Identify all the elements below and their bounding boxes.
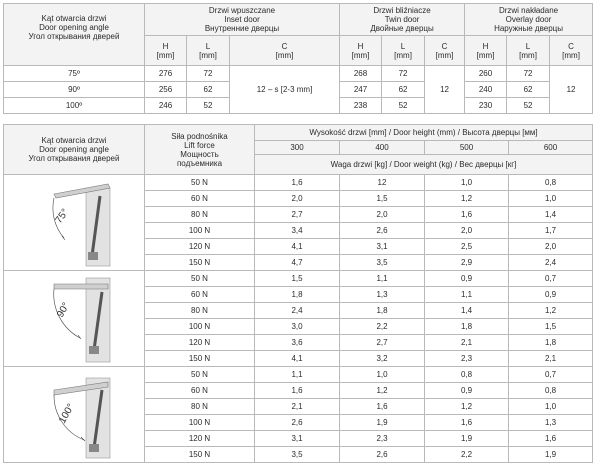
weight-cell: 1,0	[425, 175, 509, 191]
opening-angle-dimensions-table	[3, 3, 593, 114]
weight-cell: 3,2	[340, 351, 425, 367]
weight-cell: 1,5	[509, 319, 593, 335]
weight-cell: 1,6	[425, 207, 509, 223]
weight-cell: 2,6	[340, 447, 425, 463]
force-cell: 120 N	[145, 239, 255, 255]
lift-force-header: Siła podnośnika Lift force Мощность подъемника	[145, 125, 255, 175]
force-cell: 100 N	[145, 415, 255, 431]
weight-cell: 1,8	[340, 303, 425, 319]
twin-h-header: H [mm]	[340, 36, 382, 66]
inset-c-header: C [mm]	[230, 36, 340, 66]
value-cell: 52	[507, 98, 550, 114]
table-row	[4, 271, 593, 287]
value-cell: 72	[187, 66, 230, 82]
weight-cell: 1,0	[509, 399, 593, 415]
table-row	[4, 367, 593, 383]
inset-l-header: L [mm]	[187, 36, 230, 66]
lift-diagram-90-icon	[4, 272, 143, 366]
weight-cell: 0,9	[425, 271, 509, 287]
weight-cell: 3,5	[255, 447, 340, 463]
force-cell: 100 N	[145, 223, 255, 239]
value-cell: 72	[382, 66, 425, 82]
weight-cell: 0,7	[509, 367, 593, 383]
twin-l-header: L [mm]	[382, 36, 425, 66]
height-500: 500	[425, 141, 509, 155]
inset-h-header: H [mm]	[145, 36, 187, 66]
height-600: 600	[509, 141, 593, 155]
weight-cell: 3,1	[255, 431, 340, 447]
weight-cell: 4,1	[255, 239, 340, 255]
overlay-c-header: C [mm]	[550, 36, 593, 66]
lift-diagram-100-icon	[4, 368, 143, 462]
value-cell: 240	[465, 82, 507, 98]
weight-cell: 1,6	[509, 431, 593, 447]
weight-cell: 0,9	[509, 287, 593, 303]
value-cell: 256	[145, 82, 187, 98]
weight-cell: 1,7	[509, 223, 593, 239]
weight-cell: 2,4	[509, 255, 593, 271]
force-cell: 50 N	[145, 175, 255, 191]
weight-cell: 2,9	[425, 255, 509, 271]
weight-cell: 1,5	[255, 271, 340, 287]
weight-cell: 4,1	[255, 351, 340, 367]
diagram-90	[4, 271, 145, 367]
angle-label-100: 100°	[57, 401, 77, 425]
angle-label-75: 75°	[53, 206, 72, 226]
weight-cell: 2,4	[255, 303, 340, 319]
weight-cell: 1,0	[340, 367, 425, 383]
value-cell: 276	[145, 66, 187, 82]
weight-cell: 0,8	[509, 175, 593, 191]
force-cell: 80 N	[145, 303, 255, 319]
weight-cell: 0,8	[509, 383, 593, 399]
inset-c-value: 12 – s [2-3 mm]	[230, 66, 340, 114]
overlay-door-header: Drzwi nakładane Overlay door Наружные дверцы	[465, 4, 593, 36]
value-cell: 62	[382, 82, 425, 98]
force-cell: 60 N	[145, 191, 255, 207]
weight-cell: 2,1	[255, 399, 340, 415]
weight-cell: 3,1	[340, 239, 425, 255]
weight-cell: 3,5	[340, 255, 425, 271]
weight-cell: 2,5	[425, 239, 509, 255]
angle-cell: 90º	[4, 82, 145, 98]
force-cell: 100 N	[145, 319, 255, 335]
value-cell: 246	[145, 98, 187, 114]
table-row	[4, 66, 593, 82]
twin-door-header: Drzwi bliźniacze Twin door Двойные дверцы	[340, 4, 465, 36]
weight-cell: 1,2	[509, 303, 593, 319]
weight-cell: 0,9	[425, 383, 509, 399]
weight-cell: 1,1	[340, 271, 425, 287]
twin-c-value: 12	[425, 66, 465, 114]
weight-cell: 0,7	[509, 271, 593, 287]
weight-cell: 1,6	[340, 399, 425, 415]
force-cell: 150 N	[145, 447, 255, 463]
weight-cell: 1,6	[255, 383, 340, 399]
weight-cell: 2,0	[255, 191, 340, 207]
weight-cell: 12	[340, 175, 425, 191]
weight-cell: 1,9	[425, 431, 509, 447]
weight-cell: 3,0	[255, 319, 340, 335]
value-cell: 247	[340, 82, 382, 98]
weight-cell: 1,4	[425, 303, 509, 319]
weight-cell: 1,3	[340, 287, 425, 303]
value-cell: 52	[382, 98, 425, 114]
twin-c-header: C [mm]	[425, 36, 465, 66]
force-cell: 50 N	[145, 367, 255, 383]
weight-cell: 2,1	[425, 335, 509, 351]
weight-cell: 3,4	[255, 223, 340, 239]
overlay-h-header: H [mm]	[465, 36, 507, 66]
weight-cell: 2,7	[255, 207, 340, 223]
force-cell: 150 N	[145, 351, 255, 367]
lift-force-weight-table	[3, 124, 593, 463]
weight-cell: 1,4	[509, 207, 593, 223]
weight-cell: 2,0	[425, 223, 509, 239]
table-row	[4, 175, 593, 191]
weight-cell: 1,6	[255, 175, 340, 191]
force-cell: 80 N	[145, 207, 255, 223]
angle-header: Kąt otwarcia drzwi Door opening angle Угол открывания дверей	[4, 4, 145, 66]
value-cell: 72	[507, 66, 550, 82]
weight-cell: 1,8	[255, 287, 340, 303]
value-cell: 268	[340, 66, 382, 82]
door-height-header: Wysokość drzwi [mm] / Door height (mm) / Высота дверцы [мм]	[255, 125, 593, 141]
force-cell: 150 N	[145, 255, 255, 271]
angle-header: Kąt otwarcia drzwi Door opening angle Угол открывания дверей	[4, 125, 145, 175]
angle-cell: 100º	[4, 98, 145, 114]
weight-cell: 1,9	[340, 415, 425, 431]
height-300: 300	[255, 141, 340, 155]
weight-cell: 1,8	[509, 335, 593, 351]
weight-cell: 1,1	[255, 367, 340, 383]
weight-cell: 1,2	[340, 383, 425, 399]
value-cell: 52	[187, 98, 230, 114]
weight-cell: 1,2	[425, 191, 509, 207]
force-cell: 120 N	[145, 431, 255, 447]
angle-label-90: 90°	[55, 300, 73, 319]
force-cell: 50 N	[145, 271, 255, 287]
force-cell: 60 N	[145, 383, 255, 399]
weight-cell: 2,3	[340, 431, 425, 447]
weight-cell: 1,2	[425, 399, 509, 415]
force-cell: 60 N	[145, 287, 255, 303]
weight-cell: 1,8	[425, 319, 509, 335]
weight-cell: 2,7	[340, 335, 425, 351]
weight-cell: 1,1	[425, 287, 509, 303]
weight-cell: 3,6	[255, 335, 340, 351]
weight-cell: 1,0	[509, 191, 593, 207]
overlay-l-header: L [mm]	[507, 36, 550, 66]
angle-cell: 75º	[4, 66, 145, 82]
value-cell: 62	[507, 82, 550, 98]
door-weight-header: Waga drzwi [kg] / Door weight (kg) / Вес дверцы [кг]	[255, 155, 593, 175]
weight-cell: 4,7	[255, 255, 340, 271]
lift-diagram-75-icon	[4, 176, 143, 270]
weight-cell: 1,3	[509, 415, 593, 431]
overlay-c-value: 12	[550, 66, 593, 114]
weight-cell: 2,1	[509, 351, 593, 367]
weight-cell: 2,2	[340, 319, 425, 335]
diagram-75	[4, 175, 145, 271]
weight-cell: 2,0	[340, 207, 425, 223]
weight-cell: 2,0	[509, 239, 593, 255]
value-cell: 62	[187, 82, 230, 98]
weight-cell: 1,9	[509, 447, 593, 463]
value-cell: 260	[465, 66, 507, 82]
value-cell: 230	[465, 98, 507, 114]
height-400: 400	[340, 141, 425, 155]
force-cell: 120 N	[145, 335, 255, 351]
diagram-100	[4, 367, 145, 463]
weight-cell: 2,6	[340, 223, 425, 239]
weight-cell: 2,2	[425, 447, 509, 463]
weight-cell: 1,6	[425, 415, 509, 431]
value-cell: 238	[340, 98, 382, 114]
weight-cell: 0,8	[425, 367, 509, 383]
inset-door-header: Drzwi wpuszczane Inset door Внутренние дверцы	[145, 4, 340, 36]
weight-cell: 2,6	[255, 415, 340, 431]
weight-cell: 1,5	[340, 191, 425, 207]
weight-cell: 2,3	[425, 351, 509, 367]
force-cell: 80 N	[145, 399, 255, 415]
